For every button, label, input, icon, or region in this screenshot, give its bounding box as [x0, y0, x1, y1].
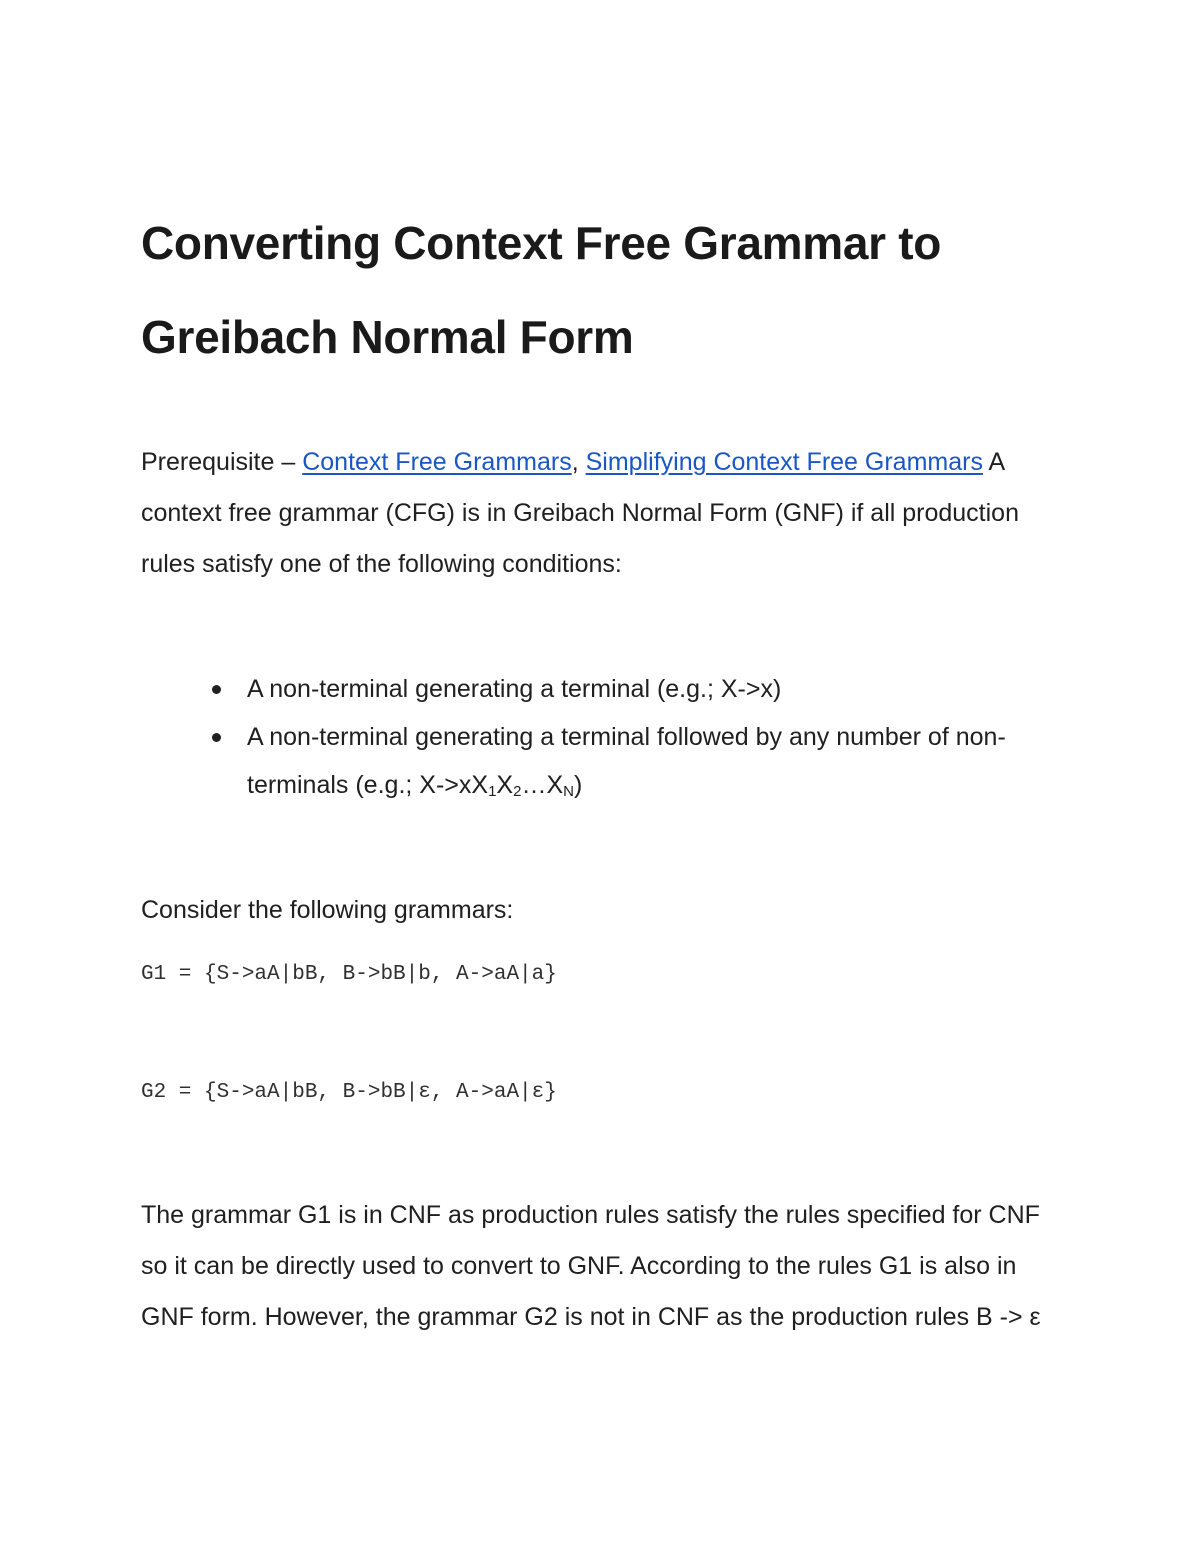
bullet-icon	[212, 685, 221, 694]
grammar-g1-code: G1 = {S->aA|bB, B->bB|b, A->aA|a}	[141, 963, 557, 986]
condition-2-mid2: …X	[521, 771, 564, 799]
subscript-1: 1	[488, 783, 497, 800]
page-title: Converting Context Free Grammar to Greibach Normal Form	[141, 217, 942, 363]
condition-2-mid1: X	[496, 771, 514, 799]
prerequisite-prefix: Prerequisite –	[141, 448, 303, 476]
subscript-n: N	[563, 783, 574, 800]
condition-2-main: A non-terminal generating a terminal followed by any number of non-terminals (e.g.; X->xX	[247, 723, 1006, 799]
gnf-conditions-list	[212, 665, 1012, 816]
intro-paragraph	[141, 437, 1061, 590]
consider-paragraph: Consider the following grammars:	[141, 896, 514, 924]
condition-2-text	[247, 723, 1006, 799]
subscript-2: 2	[513, 783, 522, 800]
context-free-grammars-link[interactable]: Context Free Grammars	[302, 448, 572, 476]
simplifying-cfg-link[interactable]: Simplifying Context Free Grammars	[585, 448, 983, 476]
intro-body: A context free grammar (CFG) is in Greibach Normal Form (GNF) if all production rules satisfy one of the following conditions:	[141, 448, 1019, 578]
list-item	[212, 665, 1012, 713]
bullet-icon	[212, 733, 221, 742]
conclusion-paragraph: The grammar G1 is in CNF as production rules satisfy the rules specified for CNF so it can be directly used to convert to GNF. According to the rules G1 is also in GNF form. However, the grammar G2 is not in CNF as the production rules B -> ε	[141, 1201, 1041, 1331]
list-item	[212, 713, 1012, 816]
link-separator: ,	[571, 448, 586, 476]
condition-1-text: A non-terminal generating a terminal (e.g.; X->x)	[247, 675, 782, 703]
condition-2-end: )	[573, 771, 583, 799]
grammar-g2-code: G2 = {S->aA|bB, B->bB|ε, A->aA|ε}	[141, 1081, 557, 1104]
